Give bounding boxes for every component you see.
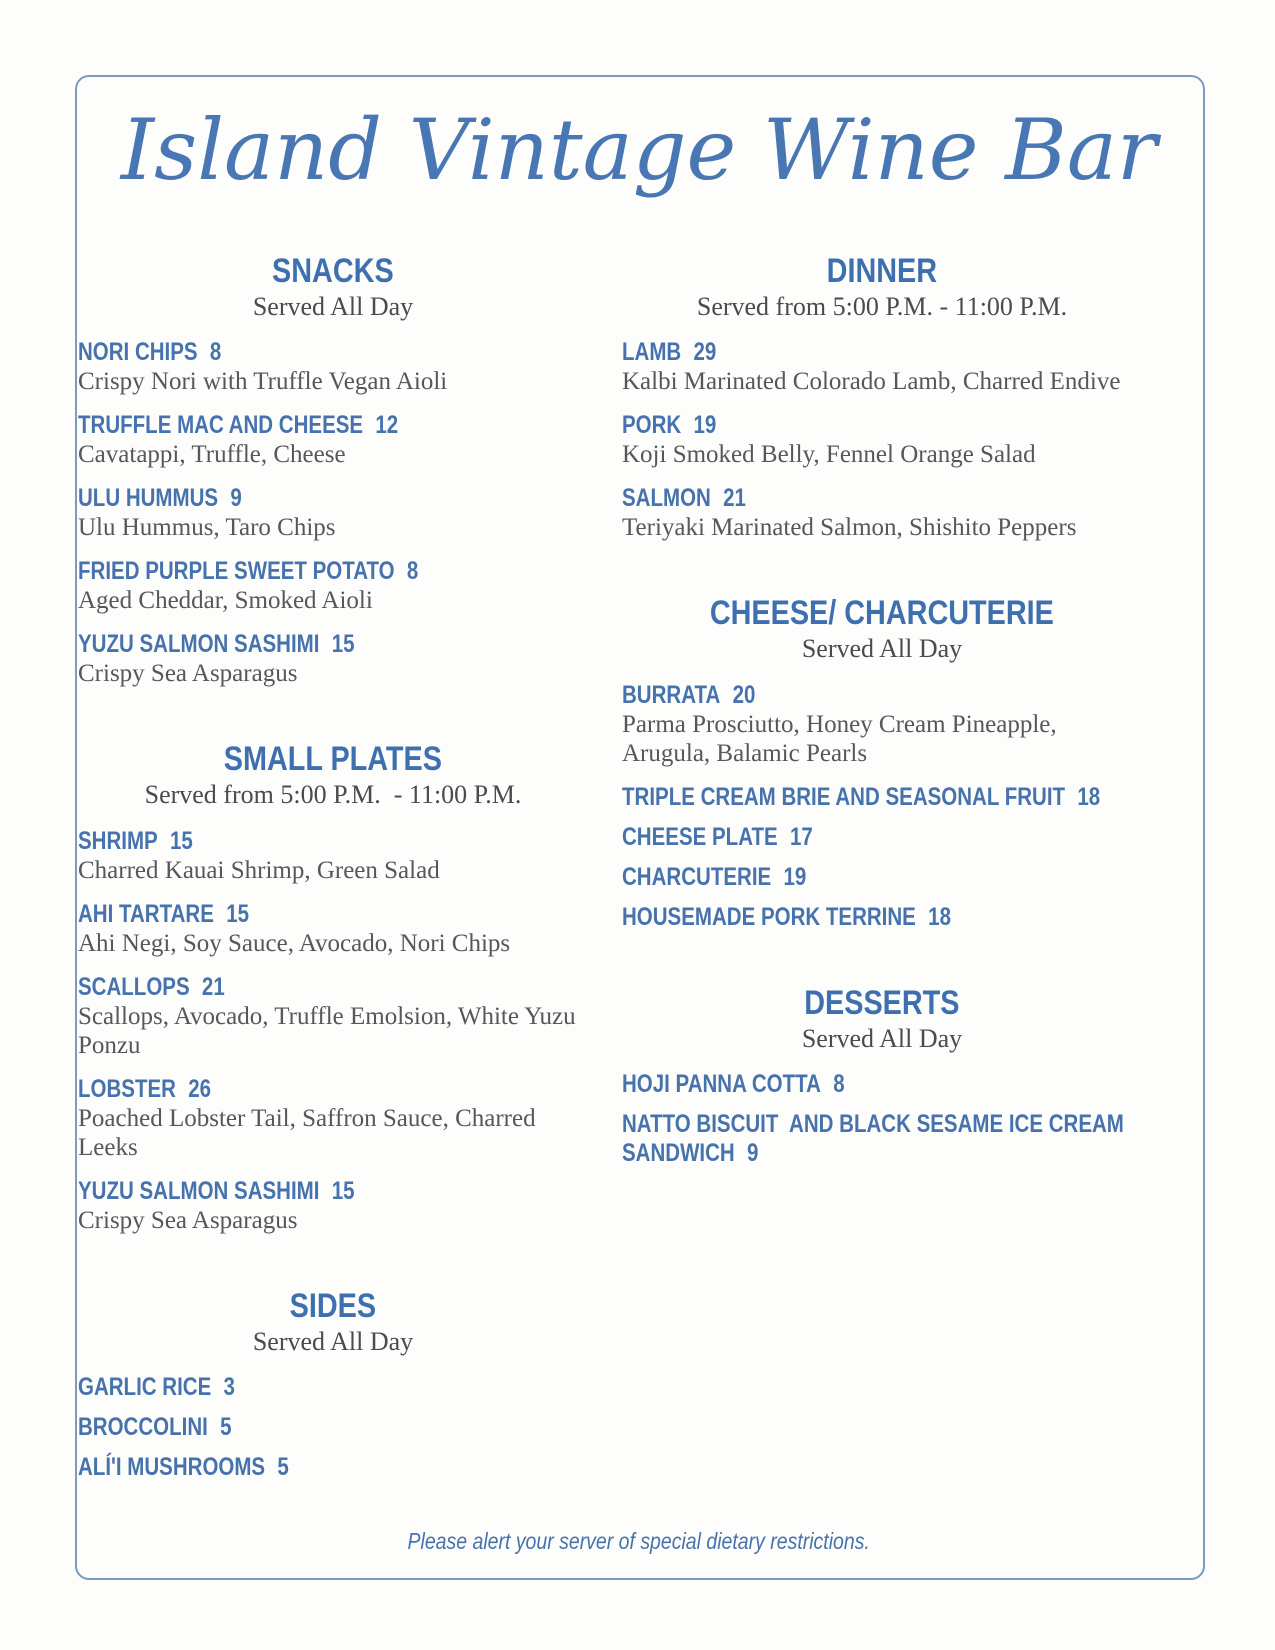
- item-price: 12: [375, 411, 399, 440]
- menu-section: [622, 984, 1142, 1168]
- item-price: 18: [1077, 782, 1101, 811]
- menu-item: [622, 863, 1142, 892]
- item-price: 5: [277, 1452, 289, 1481]
- menu-item: [622, 903, 1142, 932]
- section-heading: DINNER: [826, 252, 938, 290]
- item-title: [78, 827, 588, 856]
- item-price: 15: [331, 630, 355, 659]
- menu-item: [78, 1075, 588, 1162]
- item-title: [78, 1177, 588, 1206]
- item-description: Cavatappi, Truffle, Cheese: [78, 441, 346, 469]
- item-description: Ahi Negi, Soy Sauce, Avocado, Nori Chips: [78, 929, 511, 957]
- item-price: 5: [220, 1412, 232, 1441]
- item-price: 21: [201, 972, 225, 1001]
- dietary-notice: Please alert your server of special dietary restrictions.: [407, 1528, 870, 1554]
- item-title: [78, 630, 588, 659]
- item-title: [78, 338, 588, 367]
- section-subtitle: Served All Day: [252, 1326, 414, 1356]
- section-subtitle: Served from 5:00 P.M. - 11:00 P.M.: [144, 780, 522, 810]
- item-name: FRIED PURPLE SWEET POTATO: [78, 557, 395, 586]
- item-price: 17: [789, 822, 813, 851]
- menu-section: [78, 1287, 588, 1482]
- restaurant-title: Island Vintage Wine Bar: [120, 101, 1158, 199]
- item-price: 8: [209, 338, 222, 367]
- menu-item: [78, 1177, 588, 1235]
- menu-item: [622, 411, 1142, 469]
- item-title: [78, 484, 588, 513]
- item-name: TRUFFLE MAC AND CHEESE: [78, 411, 364, 440]
- menu-item: [78, 900, 588, 958]
- item-title: [622, 863, 1142, 892]
- item-price: 18: [928, 902, 951, 931]
- item-title: [622, 823, 1142, 852]
- item-title: [78, 557, 588, 586]
- item-name: CHEESE PLATE: [622, 822, 778, 851]
- menu-item: [78, 484, 588, 542]
- menu-item: [78, 1373, 588, 1402]
- menu-section: [78, 252, 588, 688]
- menu-item: [78, 557, 588, 615]
- menu-item: [622, 1110, 1142, 1168]
- item-name: SCALLOPS: [78, 972, 190, 1001]
- item-title: [622, 484, 1142, 513]
- section-heading: DESSERTS: [804, 983, 960, 1022]
- item-name: ULU HUMMUS: [78, 484, 219, 513]
- section-subtitle: Served All Day: [801, 1023, 963, 1053]
- item-description: Koji Smoked Belly, Fennel Orange Salad: [622, 441, 1036, 469]
- item-price: 9: [230, 484, 242, 513]
- item-price: 9: [747, 1138, 759, 1167]
- item-description: Crispy Sea Asparagus: [78, 660, 298, 688]
- menu-item: [622, 484, 1142, 542]
- item-description: Parma Prosciutto, Honey Cream Pineapple, Arugula, Balamic Pearls: [622, 710, 1062, 767]
- item-name: AHI TARTARE: [78, 899, 214, 928]
- item-name: CHARCUTERIE: [622, 862, 772, 891]
- item-name: ALÍ'I MUSHROOMS: [78, 1452, 266, 1481]
- item-price: 3: [223, 1372, 235, 1401]
- item-name: SALMON: [622, 484, 711, 513]
- item-title: [622, 411, 1142, 440]
- item-name: BROCCOLINI: [78, 1412, 208, 1441]
- item-name: LOBSTER: [78, 1074, 176, 1103]
- item-price: 29: [693, 338, 717, 367]
- section-subtitle: Served All Day: [252, 292, 414, 322]
- item-description: Crispy Sea Asparagus: [78, 1206, 298, 1234]
- menu-column-right: [622, 252, 1142, 1179]
- item-name: BURRATA: [622, 680, 721, 709]
- item-title: [78, 1373, 588, 1402]
- item-title: [78, 1075, 588, 1104]
- item-price: 8: [833, 1069, 845, 1098]
- menu-item: [622, 783, 1142, 812]
- section-subtitle: Served All Day: [801, 634, 963, 664]
- item-price: 19: [783, 862, 807, 891]
- item-price: 15: [331, 1176, 355, 1205]
- item-description: Ulu Hummus, Taro Chips: [78, 514, 336, 542]
- menu-item: [78, 1413, 588, 1442]
- item-description: Kalbi Marinated Colorado Lamb, Charred Endive: [622, 368, 1121, 396]
- menu-item: [622, 338, 1142, 396]
- item-title: [622, 783, 1142, 812]
- item-title: [622, 903, 1142, 932]
- item-name: NATTO BISCUIT AND BLACK SESAME ICE CREAM SANDWICH: [622, 1109, 1130, 1167]
- item-price: 15: [226, 899, 250, 928]
- menu-item: [622, 823, 1142, 852]
- item-title: [78, 973, 588, 1002]
- item-name: PORK: [622, 411, 682, 440]
- item-name: LAMB: [622, 338, 682, 367]
- section-heading: CHEESE/ CHARCUTERIE: [709, 594, 1054, 633]
- item-name: GARLIC RICE: [78, 1372, 212, 1401]
- item-price: 19: [693, 411, 717, 440]
- item-description: Teriyaki Marinated Salmon, Shishito Peppers: [622, 514, 1077, 542]
- section-subtitle: Served from 5:00 P.M. - 11:00 P.M.: [696, 292, 1068, 322]
- item-description: Poached Lobster Tail, Saffron Sauce, Charred Leeks: [78, 1104, 542, 1161]
- menu-item: [78, 338, 588, 396]
- item-price: 26: [188, 1074, 212, 1103]
- item-title: [78, 1413, 588, 1442]
- item-price: 15: [170, 826, 193, 855]
- menu-item: [622, 681, 1142, 768]
- menu-section: [78, 740, 588, 1234]
- item-name: HOJI PANNA COTTA: [622, 1069, 821, 1098]
- menu-item: [78, 411, 588, 469]
- item-name: YUZU SALMON SASHIMI: [78, 1176, 320, 1205]
- item-description: Aged Cheddar, Smoked Aioli: [78, 587, 373, 615]
- section-heading: SMALL PLATES: [223, 740, 442, 779]
- item-price: 20: [732, 680, 756, 709]
- item-price: 21: [723, 484, 746, 513]
- item-name: SHRIMP: [78, 826, 158, 855]
- item-price: 8: [406, 557, 419, 586]
- item-description: Crispy Nori with Truffle Vegan Aioli: [78, 368, 448, 396]
- item-title: [78, 900, 588, 929]
- section-heading: SIDES: [289, 1286, 377, 1325]
- section-heading: SNACKS: [272, 252, 394, 290]
- item-title: [622, 1110, 1142, 1168]
- item-title: [78, 1453, 588, 1482]
- menu-item: [78, 630, 588, 688]
- item-title: [622, 681, 1142, 710]
- menu-section: [622, 252, 1142, 542]
- footer-container: [75, 1528, 1203, 1556]
- item-name: TRIPLE CREAM BRIE AND SEASONAL FRUIT: [622, 782, 1066, 811]
- menu-item: [78, 827, 588, 885]
- item-title: [622, 1070, 1142, 1099]
- item-name: YUZU SALMON SASHIMI: [78, 630, 320, 659]
- item-name: HOUSEMADE PORK TERRINE: [622, 902, 916, 931]
- menu-item: [78, 1453, 588, 1482]
- item-description: Scallops, Avocado, Truffle Emolsion, White Yuzu Ponzu: [78, 1002, 582, 1059]
- item-name: NORI CHIPS: [78, 338, 198, 367]
- menu-column-left: [78, 252, 588, 1493]
- item-description: Charred Kauai Shrimp, Green Salad: [78, 856, 440, 884]
- menu-item: [78, 973, 588, 1060]
- menu-item: [622, 1070, 1142, 1099]
- item-title: [78, 411, 588, 440]
- item-title: [622, 338, 1142, 367]
- menu-section: [622, 594, 1142, 931]
